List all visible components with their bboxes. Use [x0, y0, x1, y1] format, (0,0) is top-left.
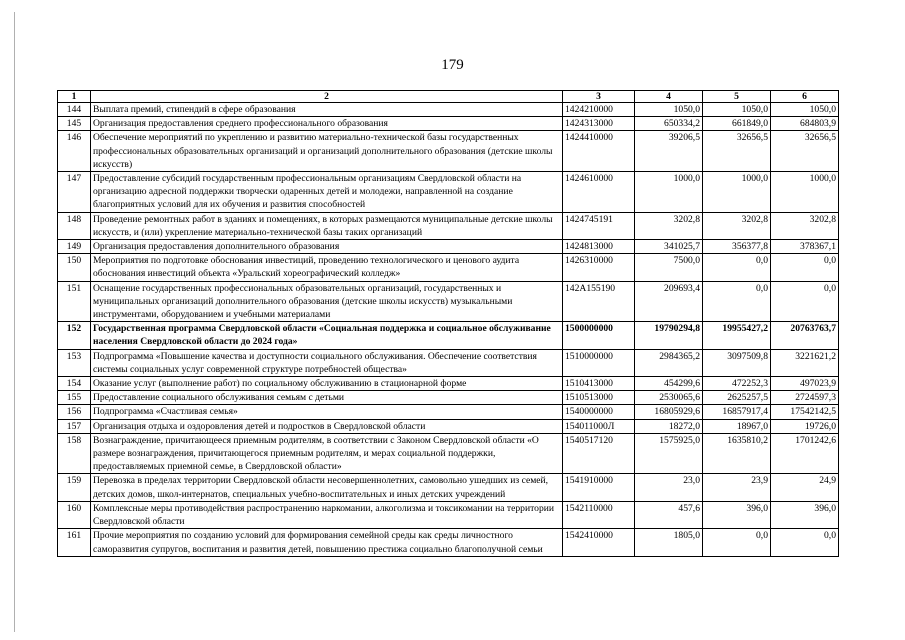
- row-code: 1542410000: [563, 529, 635, 556]
- row-name: Государственная программа Свердловской области «Социальная поддержка и социальное обслуживание населения Свердловской области до 2024 года»: [91, 322, 563, 349]
- row-value-2022: 3202,8: [635, 212, 703, 239]
- row-value-2024: 20763763,7: [771, 322, 839, 349]
- row-code: 1426310000: [563, 254, 635, 281]
- row-value-2023: 23,9: [703, 474, 771, 501]
- row-value-2022: 2984365,2: [635, 349, 703, 376]
- row-value-2023: 1050,0: [703, 103, 771, 117]
- row-value-2022: 19790294,8: [635, 322, 703, 349]
- row-value-2024: 0,0: [771, 254, 839, 281]
- row-value-2024: 19726,0: [771, 419, 839, 433]
- row-number: 146: [58, 131, 91, 172]
- row-name: Предоставление социального обслуживания семьям с детьми: [91, 391, 563, 405]
- row-value-2023: 0,0: [703, 529, 771, 556]
- table-row: [58, 103, 839, 117]
- table-row: [58, 474, 839, 501]
- row-value-2023: 661849,0: [703, 117, 771, 131]
- table-row: [58, 349, 839, 376]
- row-number: 160: [58, 501, 91, 528]
- row-value-2024: 17542142,5: [771, 405, 839, 419]
- row-value-2022: 341025,7: [635, 240, 703, 254]
- row-number: 159: [58, 474, 91, 501]
- row-number: 156: [58, 405, 91, 419]
- row-name: Организация отдыха и оздоровления детей и подростков в Свердловской области: [91, 419, 563, 433]
- row-name: Организация предоставления среднего профессионального образования: [91, 117, 563, 131]
- table-row: [58, 117, 839, 131]
- row-name: Комплексные меры противодействия распространению наркомании, алкоголизма и токсикомании на территории Свердловской области: [91, 501, 563, 528]
- row-name: Оснащение государственных профессиональных образовательных организаций, государственных и муниципальных организаций дополнительного образования (детские школы искусств) музыкальными инструментами, оборудованием и учебными материалами: [91, 281, 563, 322]
- row-code: 1424610000: [563, 172, 635, 213]
- table-row: [58, 254, 839, 281]
- row-value-2024: 684803,9: [771, 117, 839, 131]
- table-row: [58, 281, 839, 322]
- row-value-2024: 378367,1: [771, 240, 839, 254]
- table-row: [58, 131, 839, 172]
- row-value-2022: 16805929,6: [635, 405, 703, 419]
- row-number: 145: [58, 117, 91, 131]
- row-number: 153: [58, 349, 91, 376]
- row-code: 1424410000: [563, 131, 635, 172]
- row-value-2022: 2530065,6: [635, 391, 703, 405]
- row-value-2022: 23,0: [635, 474, 703, 501]
- row-value-2023: 0,0: [703, 254, 771, 281]
- page-number: 179: [441, 57, 464, 73]
- row-value-2024: 497023,9: [771, 377, 839, 391]
- row-number: 148: [58, 212, 91, 239]
- row-name: Подпрограмма «Счастливая семья»: [91, 405, 563, 419]
- row-value-2022: 209693,4: [635, 281, 703, 322]
- row-name: Вознаграждение, причитающееся приемным родителям, в соответствии с Законом Свердловской области «О размере вознаграждения, причитающегося приемным родителям, и мерах социальной поддержки, предоставляемых приемной семье, в Свердловской области»: [91, 433, 563, 474]
- table-row: [58, 433, 839, 474]
- row-value-2024: 1000,0: [771, 172, 839, 213]
- row-code: 1540000000: [563, 405, 635, 419]
- row-value-2024: 3221621,2: [771, 349, 839, 376]
- table-row: [58, 405, 839, 419]
- row-number: 158: [58, 433, 91, 474]
- row-value-2022: 457,6: [635, 501, 703, 528]
- row-value-2024: 396,0: [771, 501, 839, 528]
- row-value-2023: 19955427,2: [703, 322, 771, 349]
- row-value-2023: 356377,8: [703, 240, 771, 254]
- row-value-2024: 1050,0: [771, 103, 839, 117]
- page-frame-edge: [14, 12, 15, 632]
- table-row: [58, 529, 839, 556]
- row-value-2023: 396,0: [703, 501, 771, 528]
- row-name: Перевозка в пределах территории Свердловской области несовершеннолетних, самовольно ушедших из семей, детских домов, школ-интернатов, специальных учебно-воспитательных и иных детских учреждений: [91, 474, 563, 501]
- row-number: 155: [58, 391, 91, 405]
- row-number: 144: [58, 103, 91, 117]
- row-value-2022: 39206,5: [635, 131, 703, 172]
- row-code: 1541910000: [563, 474, 635, 501]
- row-number: 147: [58, 172, 91, 213]
- row-number: 161: [58, 529, 91, 556]
- column-header: 3: [563, 91, 635, 103]
- row-code: 1424813000: [563, 240, 635, 254]
- row-value-2023: 472252,3: [703, 377, 771, 391]
- row-value-2024: 3202,8: [771, 212, 839, 239]
- row-number: 154: [58, 377, 91, 391]
- row-value-2023: 3097509,8: [703, 349, 771, 376]
- row-value-2023: 2625257,5: [703, 391, 771, 405]
- row-code: 1424745191: [563, 212, 635, 239]
- table-row: [58, 212, 839, 239]
- row-value-2023: 16857917,4: [703, 405, 771, 419]
- row-value-2022: 1805,0: [635, 529, 703, 556]
- row-value-2023: 1635810,2: [703, 433, 771, 474]
- row-number: 152: [58, 322, 91, 349]
- row-number: 151: [58, 281, 91, 322]
- row-value-2024: 24,9: [771, 474, 839, 501]
- row-name: Организация предоставления дополнительного образования: [91, 240, 563, 254]
- row-value-2022: 650334,2: [635, 117, 703, 131]
- row-code: 1510513000: [563, 391, 635, 405]
- row-code: 1540517120: [563, 433, 635, 474]
- row-name: Прочие мероприятия по созданию условий для формирования семейной среды как среды личностного саморазвития супругов, воспитания и развития детей, повышению престижа социально благополучной семьи: [91, 529, 563, 556]
- column-header: 5: [703, 91, 771, 103]
- table-row: [58, 377, 839, 391]
- row-value-2022: 1050,0: [635, 103, 703, 117]
- column-header: 2: [91, 91, 563, 103]
- row-code: 1542110000: [563, 501, 635, 528]
- row-code: 142A155190: [563, 281, 635, 322]
- row-value-2024: 0,0: [771, 281, 839, 322]
- row-number: 157: [58, 419, 91, 433]
- table-row: [58, 501, 839, 528]
- row-value-2023: 3202,8: [703, 212, 771, 239]
- table-row: [58, 322, 839, 349]
- row-name: Мероприятия по подготовке обоснования инвестиций, проведению технологического и ценового аудита обоснования инвестиций объекта «Уральский хореографический колледж»: [91, 254, 563, 281]
- row-value-2024: 2724597,3: [771, 391, 839, 405]
- row-code: 1424210000: [563, 103, 635, 117]
- table-row: [58, 391, 839, 405]
- table-row: [58, 240, 839, 254]
- column-header: 6: [771, 91, 839, 103]
- table-row: [58, 419, 839, 433]
- row-value-2022: 18272,0: [635, 419, 703, 433]
- row-code: 1510000000: [563, 349, 635, 376]
- row-value-2022: 1575925,0: [635, 433, 703, 474]
- row-name: Проведение ремонтных работ в зданиях и помещениях, в которых размещаются муниципальные детские школы искусств, и (или) укрепление материально-технической базы таких организаций: [91, 212, 563, 239]
- budget-table: [57, 90, 839, 557]
- row-value-2024: 1701242,6: [771, 433, 839, 474]
- table-row: [58, 172, 839, 213]
- row-number: 149: [58, 240, 91, 254]
- column-header: 1: [58, 91, 91, 103]
- row-name: Оказание услуг (выполнение работ) по социальному обслуживанию в стационарной форме: [91, 377, 563, 391]
- row-name: Обеспечение мероприятий по укреплению и развитию материально-технической базы государственных профессиональных образовательных организаций и организаций дополнительного образования (детские школы искусств): [91, 131, 563, 172]
- row-value-2024: 32656,5: [771, 131, 839, 172]
- row-name: Выплата премий, стипендий в сфере образования: [91, 103, 563, 117]
- row-code: 1500000000: [563, 322, 635, 349]
- row-value-2023: 0,0: [703, 281, 771, 322]
- row-value-2022: 7500,0: [635, 254, 703, 281]
- row-name: Подпрограмма «Повышение качества и доступности социального обслуживания. Обеспечение соответствия системы социальных услуг современной структуре потребностей общества»: [91, 349, 563, 376]
- row-value-2023: 1000,0: [703, 172, 771, 213]
- row-value-2023: 18967,0: [703, 419, 771, 433]
- row-value-2022: 1000,0: [635, 172, 703, 213]
- row-code: 1424313000: [563, 117, 635, 131]
- row-code: 1510413000: [563, 377, 635, 391]
- row-code: 154011000Л: [563, 419, 635, 433]
- row-value-2024: 0,0: [771, 529, 839, 556]
- row-number: 150: [58, 254, 91, 281]
- column-header: 4: [635, 91, 703, 103]
- row-value-2022: 454299,6: [635, 377, 703, 391]
- row-value-2023: 32656,5: [703, 131, 771, 172]
- row-name: Предоставление субсидий государственным профессиональным организациям Свердловской области на организацию адресной поддержки творчески одаренных детей и молодежи, направленной на создание благоприятных условий для их обучения и развития способностей: [91, 172, 563, 213]
- header-row: [58, 91, 839, 103]
